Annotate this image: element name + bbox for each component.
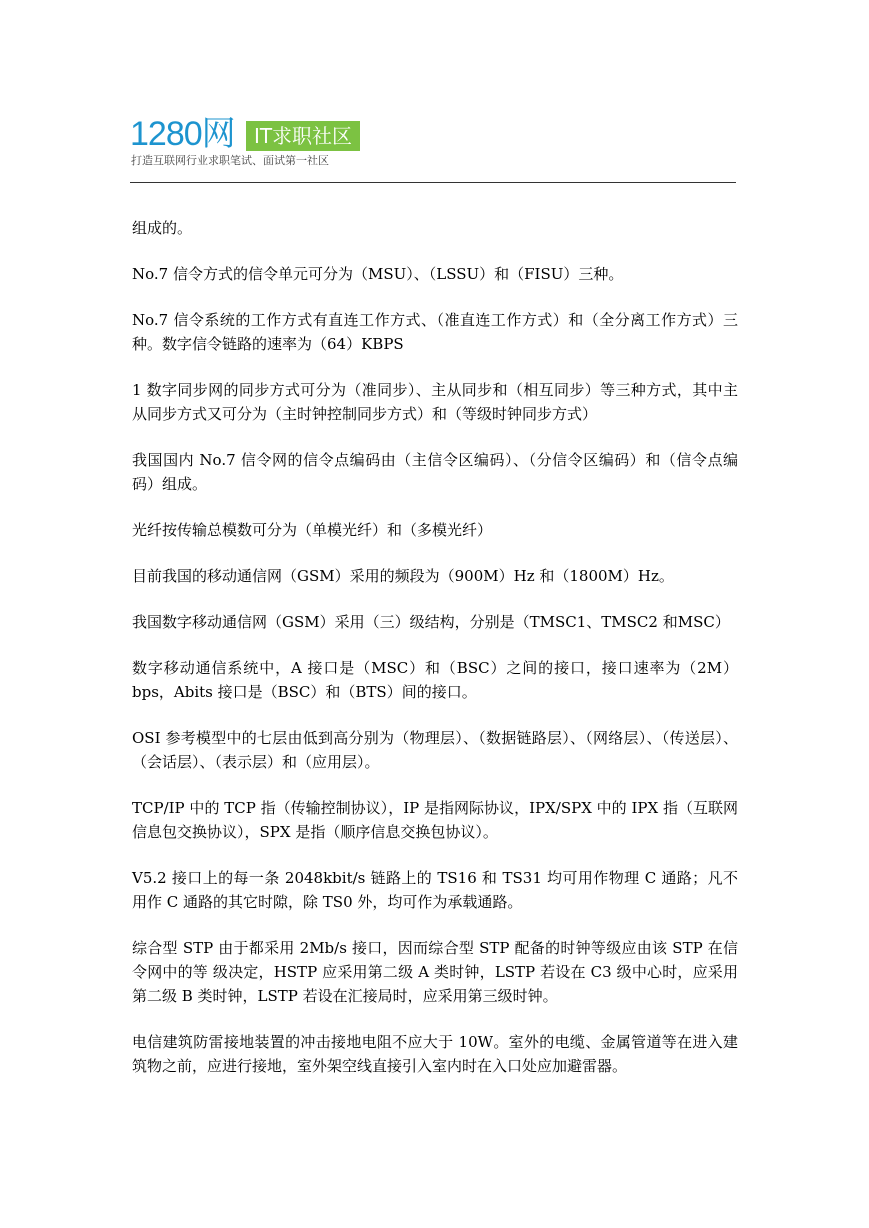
paragraph: 1 数字同步网的同步方式可分为（准同步）、主从同步和（相互同步）等三种方式，其中主从同步方式又可分为（主时钟控制同步方式）和（等级时钟同步方式） <box>132 381 738 423</box>
paragraph: 我国数字移动通信网（GSM）采用（三）级结构，分别是（TMSC1、TMSC2 和MSC） <box>132 613 730 631</box>
paragraph: 目前我国的移动通信网（GSM）采用的频段为（900M）Hz 和（1800M）Hz。 <box>132 567 674 585</box>
paragraph: TCP/IP 中的 TCP 指（传输控制协议），IP 是指网际协议，IPX/SPX 中的 IPX 指（互联网信息包交换协议），SPX 是指（顺序信息交换包协议）。 <box>132 799 738 841</box>
paragraph: V5.2 接口上的每一条 2048kbit/s 链路上的 TS16 和 TS31 均可用作物理 C 通路；凡不用作 C 通路的其它时隙，除 TS0 外，均可作为承载通路。 <box>132 869 738 911</box>
site-logo-badge: IT求职社区 <box>246 121 360 151</box>
paragraph: OSI 参考模型中的七层由低到高分别为（物理层）、（数据链路层）、（网络层）、（传送层）、（会话层）、（表示层）和（应用层）。 <box>132 729 738 771</box>
page-header <box>130 112 736 188</box>
header-divider <box>130 182 736 183</box>
paragraph: 光纤按传输总模数可分为（单模光纤）和（多模光纤） <box>132 521 493 539</box>
document-body <box>132 216 738 1100</box>
paragraph: No.7 信令方式的信令单元可分为（MSU）、（LSSU）和（FISU）三种。 <box>132 265 624 283</box>
paragraph: 综合型 STP 由于都采用 2Mb/s 接口，因而综合型 STP 配备的时钟等级应由该 STP 在信令网中的等 级决定，HSTP 应采用第二级 A 类时钟，LSTP 若设在 C3 级中心时，应采用第二级 B 类时钟，LSTP 若设在汇接局时，应采用第三级时钟。 <box>132 939 738 1005</box>
paragraph: 组成的。 <box>132 219 193 237</box>
paragraph: 数字移动通信系统中，A 接口是（MSC）和（BSC）之间的接口，接口速率为（2M）bps，Abits 接口是（BSC）和（BTS）间的接口。 <box>132 659 738 701</box>
site-slogan: 打造互联网行业求职笔试、面试第一社区 <box>131 154 329 167</box>
paragraph: 我国国内 No.7 信令网的信令点编码由（主信令区编码）、（分信令区编码）和（信令点编码）组成。 <box>132 451 738 493</box>
paragraph: 电信建筑防雷接地装置的冲击接地电阻不应大于 10W。室外的电缆、金属管道等在进入建筑物之前，应进行接地，室外架空线直接引入室内时在入口处应加避雷器。 <box>132 1033 738 1075</box>
site-logo-number: 1280网 <box>130 115 235 153</box>
paragraph: No.7 信令系统的工作方式有直连工作方式、（准直连工作方式）和（全分离工作方式）三种。数字信令链路的速率为（64）KBPS <box>132 311 738 353</box>
